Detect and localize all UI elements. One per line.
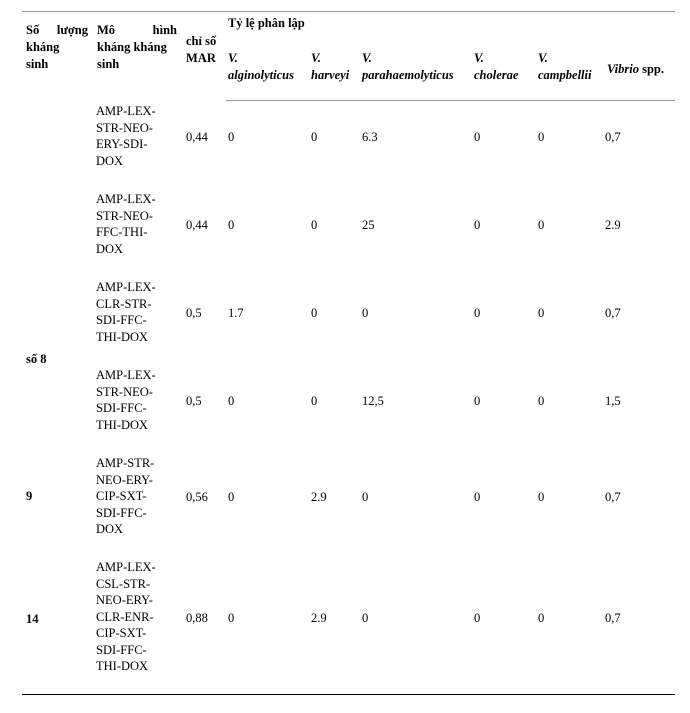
isolation-rate-cell: 2.9	[311, 611, 327, 625]
species-name: campbellii	[538, 68, 592, 82]
pattern-line: THI-DOX	[96, 417, 149, 432]
resistance-pattern-cell	[96, 191, 176, 257]
isolation-rate-cell: 0	[228, 129, 235, 144]
species-header-cholerae	[474, 50, 518, 84]
isolation-rate-cell: 0	[228, 490, 235, 504]
isolation-rate-cell: 12,5	[362, 393, 384, 408]
pattern-line: STR-NEO-	[96, 120, 153, 135]
species-header-alginolyticus	[228, 50, 294, 84]
resistance-pattern-cell	[96, 279, 176, 345]
header-pattern-line2: kháng kháng	[97, 40, 167, 54]
isolation-rate-cell: 0	[474, 305, 481, 320]
isolation-rate-cell: 0	[474, 129, 481, 144]
species-name: cholerae	[474, 68, 519, 82]
mar-value-cell: 0,56	[186, 490, 208, 504]
pattern-line: STR-NEO-	[96, 384, 153, 399]
species-prefix: V.	[474, 51, 484, 65]
species-header-harveyi	[311, 50, 349, 84]
isolation-rate-cell: 1,5	[605, 393, 621, 408]
isolation-rate-cell: 0,7	[605, 490, 621, 504]
pattern-line: THI-DOX	[96, 329, 149, 344]
pattern-line: NEO-ERY-	[96, 593, 153, 607]
isolation-rate-cell: 0,7	[605, 611, 621, 625]
header-antibiotic-count	[26, 22, 88, 73]
pattern-line: CLR-STR-	[96, 296, 152, 311]
pattern-line: CIP-SXT-	[96, 626, 147, 640]
isolation-rate-cell: 0	[228, 217, 235, 232]
pattern-line: AMP-LEX-	[96, 368, 156, 382]
pattern-line: SDI-FFC-	[96, 642, 147, 657]
header-mar-line2: MAR	[186, 51, 216, 65]
group-label-8: số 8	[26, 352, 47, 366]
pattern-line: SDI-FFC-	[96, 313, 147, 327]
pattern-line: AMP-LEX-	[96, 104, 156, 118]
species-prefix: V.	[228, 51, 238, 65]
header-pattern-line3: sinh	[97, 57, 120, 71]
isolation-rate-cell: 0	[362, 305, 369, 320]
header-mar-line1: chỉ số	[186, 34, 217, 48]
species-header-parahaemolyticus	[362, 50, 454, 84]
isolation-rate-cell: 0	[474, 490, 481, 504]
pattern-line: STR-NEO-	[96, 208, 153, 223]
pattern-line: AMP-LEX-	[96, 192, 156, 206]
header-antibiotic-count-line1: Số lượng	[26, 23, 88, 37]
mar-value-cell: 0,44	[186, 217, 208, 232]
isolation-rate-cell: 25	[362, 217, 375, 232]
isolation-rate-cell: 0	[362, 611, 369, 625]
species-name: parahaemolyticus	[362, 68, 454, 82]
isolation-rate-cell: 0	[538, 217, 545, 232]
species-header-campbellii	[538, 50, 591, 84]
isolation-rate-cell: 0,7	[605, 305, 621, 320]
pattern-line: THI-DOX	[96, 659, 149, 673]
pattern-line: DOX	[96, 241, 124, 256]
isolation-rate-cell: 2.9	[311, 490, 327, 504]
isolation-rate-cell: 0	[538, 611, 545, 625]
isolation-rate-cell: 0	[228, 611, 235, 625]
species-prefix: Vibrio	[607, 62, 639, 76]
table-top-rule	[22, 11, 675, 12]
pattern-line: CSL-STR-	[96, 576, 151, 591]
species-prefix: V.	[538, 51, 548, 65]
mar-value-cell: 0,5	[186, 393, 202, 408]
isolation-rate-cell: 0,7	[605, 129, 621, 144]
pattern-line: SDI-FFC-	[96, 505, 147, 520]
isolation-rate-cell: 0	[311, 305, 318, 320]
pattern-line: AMP-STR-	[96, 456, 155, 470]
mar-value-cell: 0,5	[186, 305, 202, 320]
isolation-rate-cell: 0	[311, 393, 318, 408]
isolation-rate-cell: 0	[538, 305, 545, 320]
pattern-line: AMP-LEX-	[96, 280, 156, 294]
group-label-14: 14	[26, 612, 39, 626]
species-name: spp.	[642, 62, 664, 76]
pattern-line: AMP-LEX-	[96, 560, 156, 574]
isolation-rate-cell: 6.3	[362, 129, 378, 144]
pattern-line: SDI-FFC-	[96, 401, 147, 415]
pattern-line: DOX	[96, 153, 124, 168]
isolation-rate-cell: 1.7	[228, 305, 244, 320]
isolation-rate-cell: 0	[474, 393, 481, 408]
group-label-9: 9	[26, 489, 33, 503]
species-prefix: V.	[362, 51, 372, 65]
isolation-rate-cell: 0	[538, 129, 545, 144]
isolation-rate-cell: 0	[474, 217, 481, 232]
header-antibiotic-count-line2: kháng	[26, 40, 60, 54]
pattern-line: CLR-ENR-	[96, 609, 154, 624]
header-mar-index	[186, 33, 216, 67]
isolation-rate-cell: 0	[538, 490, 545, 504]
pattern-line: FFC-THI-	[96, 225, 148, 239]
isolation-rate-cell: 0	[228, 393, 235, 408]
isolation-rate-cell: 0	[311, 129, 318, 144]
header-resistance-pattern	[97, 22, 177, 73]
header-isolation-rate: Tỷ lệ phân lập	[228, 16, 305, 30]
mar-value-cell: 0,88	[186, 611, 208, 625]
species-header-vibrio-spp	[607, 61, 664, 78]
isolation-rate-cell: 0	[311, 217, 318, 232]
isolation-rate-cell: 2.9	[605, 217, 621, 232]
species-name: harveyi	[311, 68, 350, 82]
header-antibiotic-count-line3: sinh	[26, 57, 49, 71]
isolation-rate-cell: 0	[474, 611, 481, 625]
mar-value-cell: 0,44	[186, 129, 208, 144]
resistance-pattern-cell	[96, 367, 176, 433]
isolation-rate-cell: 0	[538, 393, 545, 408]
species-name: alginolyticus	[228, 68, 294, 82]
species-prefix: V.	[311, 51, 321, 65]
isolation-rate-cell: 0	[362, 490, 369, 504]
resistance-pattern-cell	[96, 455, 176, 538]
resistance-pattern-cell	[96, 559, 176, 675]
resistance-pattern-cell	[96, 103, 176, 169]
pattern-line: ERY-SDI-	[96, 137, 148, 151]
species-header-rule	[226, 100, 675, 101]
pattern-line: DOX	[96, 522, 124, 536]
header-pattern-line1: Mô hình	[97, 23, 177, 37]
table-bottom-rule	[22, 694, 675, 695]
pattern-line: NEO-ERY-	[96, 472, 153, 487]
pattern-line: CIP-SXT-	[96, 489, 147, 503]
